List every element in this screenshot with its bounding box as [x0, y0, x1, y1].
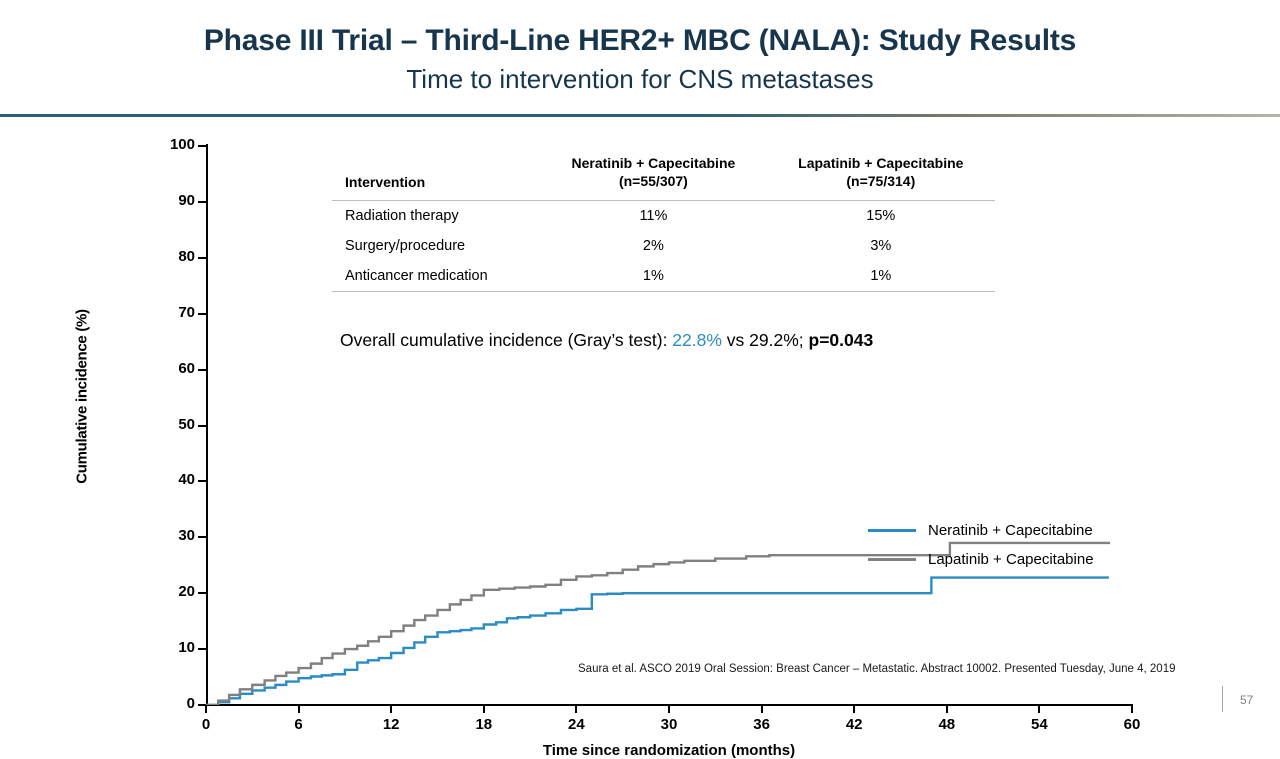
x-tick: [668, 704, 670, 713]
citation-text: Saura et al. ASCO 2019 Oral Session: Breast Cancer – Metastatic. Abstract 10002. Presented Tuesday, June 4, 2019: [578, 663, 1176, 675]
x-tick-label: 60: [1123, 716, 1141, 733]
intervention-table: [332, 146, 995, 292]
column-header-neratinib-line2: (n=55/307): [618, 173, 688, 189]
chart-legend: [868, 516, 1094, 574]
y-tick-label: 30: [178, 527, 195, 545]
x-tick: [853, 704, 855, 713]
y-tick-label: 90: [178, 191, 195, 209]
cell-lapatinib: 3%: [870, 238, 892, 254]
cell-intervention: Surgery/procedure: [345, 238, 466, 254]
slide-number: 57: [1240, 693, 1254, 707]
x-tick: [1131, 704, 1133, 713]
y-tick-label: 10: [178, 639, 195, 657]
page-title: Phase III Trial – Third-Line HER2+ MBC (NALA): Study Results: [203, 24, 1077, 57]
y-axis-title: Cumulative incidence (%): [73, 309, 91, 484]
x-tick: [946, 704, 948, 713]
x-tick: [761, 704, 763, 713]
x-tick-label: 12: [382, 716, 400, 733]
overall-incidence-prefix: Overall cumulative incidence (Gray’s test):: [340, 330, 673, 350]
column-header-neratinib-line1: Neratinib + Capecitabine: [571, 155, 736, 171]
x-tick-label: 42: [845, 716, 863, 733]
slide-number-divider: [1222, 686, 1223, 712]
column-header-lapatinib-line1: Lapatinib + Capecitabine: [798, 155, 964, 171]
overall-incidence-pvalue: p=0.043: [808, 330, 874, 350]
cell-intervention: Radiation therapy: [345, 208, 459, 224]
header-divider: [0, 114, 1280, 117]
table-header-row: [332, 146, 995, 201]
y-tick-label: 70: [178, 303, 195, 321]
page-subtitle: Time to intervention for CNS metastases: [406, 64, 874, 94]
y-tick-label: 40: [178, 471, 195, 489]
y-tick-label: 100: [169, 136, 195, 153]
slide-header: [0, 0, 1280, 96]
x-tick-label: 0: [201, 716, 211, 733]
x-tick-label: 24: [568, 716, 585, 733]
x-tick-label: 48: [938, 716, 956, 733]
x-tick: [1038, 704, 1040, 713]
y-tick-label: 0: [186, 695, 195, 712]
x-tick-label: 18: [475, 716, 493, 733]
column-header-neratinib: [540, 146, 766, 201]
cell-neratinib: 11%: [639, 208, 668, 224]
x-axis-title: Time since randomization (months): [542, 742, 796, 759]
legend-label: Neratinib + Capecitabine: [928, 522, 1093, 539]
x-tick: [205, 704, 207, 713]
cell-neratinib: 2%: [642, 238, 664, 254]
x-tick-label: 30: [660, 716, 678, 733]
overall-incidence-text: [340, 330, 873, 351]
x-tick: [483, 704, 485, 713]
y-tick-label: 80: [178, 247, 195, 265]
cell-neratinib: 1%: [540, 261, 766, 292]
legend-swatch: [868, 529, 916, 532]
x-tick: [298, 704, 300, 713]
x-tick-label: 6: [294, 716, 303, 733]
overall-incidence-neratinib-value: 22.8%: [672, 330, 722, 350]
table-row: [332, 231, 995, 261]
table-row: [332, 201, 995, 232]
legend-item: [868, 516, 1094, 545]
column-header-intervention: Intervention: [332, 146, 540, 201]
cell-intervention: Anticancer medication: [332, 261, 540, 292]
table-header: [332, 146, 995, 201]
series-line: [206, 578, 1109, 705]
y-tick-label: 50: [178, 415, 195, 433]
table-body: [332, 201, 995, 292]
table-row: [332, 261, 995, 292]
legend-swatch: [868, 558, 916, 561]
y-tick-label: 60: [178, 359, 195, 377]
legend-label: Lapatinib + Capecitabine: [928, 551, 1094, 568]
cell-lapatinib: 1%: [767, 261, 995, 292]
x-tick: [390, 704, 392, 713]
column-header-lapatinib: [767, 146, 995, 201]
legend-item: [868, 545, 1094, 574]
x-tick: [575, 704, 577, 713]
x-tick-label: 36: [753, 716, 770, 733]
cell-lapatinib: 15%: [866, 208, 896, 224]
x-tick-label: 54: [1031, 716, 1048, 733]
column-header-lapatinib-line2: (n=75/314): [846, 173, 916, 189]
y-tick-label: 20: [178, 583, 195, 601]
overall-incidence-middle: vs 29.2%;: [721, 330, 809, 350]
